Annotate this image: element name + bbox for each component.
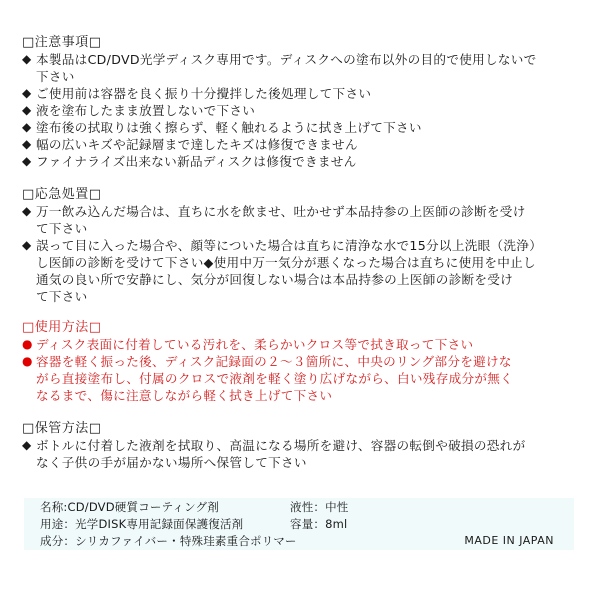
usage-step-text: ディスク表面に付着している汚れを、柔らかいクロス等で拭き取って下さい bbox=[36, 337, 474, 352]
storage-heading: □保管方法□ bbox=[22, 421, 102, 436]
usage-section bbox=[22, 319, 582, 404]
usage-step-text: 容器を軽く振った後、ディスク記録面の２～３箇所に、中央のリング部分を避けな がら直接塗布し、付属のクロスで液剤を軽く塗り広げながら、白い残存成分が無く なるまで、傷に注意しながら軽く拭き上げて下さい bbox=[36, 354, 514, 403]
first-aid-item-text: 万一飲み込んだ場合は、直ちに水を飲ませ、吐かせず本品持参の上医師の診断を受け て下さい bbox=[36, 204, 526, 236]
usage-step bbox=[22, 353, 582, 404]
caution-item bbox=[22, 102, 582, 119]
storage-item-text: ボトルに付着した液剤を拭取り、高温になる場所を避け、容器の転倒や破損の恐れが なく子供の手が届かない場所へ保管して下さい bbox=[36, 438, 526, 470]
caution-item bbox=[22, 153, 582, 170]
instruction-document bbox=[22, 34, 582, 471]
caution-item-text: 液を塗布したまま放置しないで下さい bbox=[36, 103, 256, 118]
caution-item-text: ご使用前は容器を良く振り十分攪拌した後処理して下さい bbox=[36, 86, 372, 101]
caution-item bbox=[22, 51, 582, 85]
liquidity-value: 液性：中性 bbox=[290, 500, 349, 514]
diamond-bullet-icon: ◆ bbox=[22, 137, 32, 151]
caution-item-text: 本製品はCD/DVD光学ディスク専用です。ディスクへの塗布以外の目的で使用しないで 下さい bbox=[36, 52, 537, 84]
product-ingredients: 成分：シリカファイバー・特殊珪素重合ポリマー bbox=[40, 534, 297, 548]
diamond-bullet-icon: ◆ bbox=[22, 238, 32, 252]
first-aid-item bbox=[22, 237, 582, 305]
product-name: 名称:CD/DVD硬質コーティング剤 bbox=[40, 500, 219, 514]
product-use: 用途：光学DISK専用記録面保護復活剤 bbox=[40, 517, 244, 531]
diamond-bullet-icon: ◆ bbox=[22, 204, 32, 218]
caution-heading: □注意事項□ bbox=[22, 35, 102, 50]
info-row bbox=[40, 533, 297, 549]
info-row bbox=[40, 499, 349, 515]
caution-item-text: 塗布後の拭取りは強く擦らず、軽く触れるように拭き上げて下さい bbox=[36, 120, 422, 135]
usage-heading: □使用方法□ bbox=[22, 320, 102, 335]
red-dot-bullet-icon: ● bbox=[22, 354, 33, 368]
caution-item-text: ファイナライズ出来ない新品ディスクは修復できません bbox=[36, 154, 357, 169]
first-aid-heading: □応急処置□ bbox=[22, 187, 102, 202]
first-aid-item-text: 誤って目に入った場合や、顔等についた場合は直ちに清浄な水で15分以上洗眼（洗浄） し医師の診断を受けて下さい◆使用中万一気分が悪くなった場合は直ちに使用を中止し 通気の良い所で安静にし、気分が回復しない場合は本品持参の上医師の診断を受け て下さい bbox=[36, 238, 543, 304]
usage-step bbox=[22, 336, 582, 353]
diamond-bullet-icon: ◆ bbox=[22, 154, 32, 168]
storage-item bbox=[22, 437, 582, 471]
red-dot-bullet-icon: ● bbox=[22, 337, 33, 351]
product-info-panel bbox=[24, 498, 574, 550]
diamond-bullet-icon: ◆ bbox=[22, 86, 32, 100]
first-aid-section bbox=[22, 186, 582, 305]
caution-item-text: 幅の広いキズや記録層まで達したキズは修復できません bbox=[36, 137, 358, 152]
caution-section bbox=[22, 34, 582, 170]
diamond-bullet-icon: ◆ bbox=[22, 52, 32, 66]
diamond-bullet-icon: ◆ bbox=[22, 120, 32, 134]
capacity-value: 容量：8ml bbox=[290, 517, 348, 531]
storage-section bbox=[22, 420, 582, 471]
diamond-bullet-icon: ◆ bbox=[22, 438, 32, 452]
diamond-bullet-icon: ◆ bbox=[22, 103, 32, 117]
origin-label: MADE IN JAPAN bbox=[464, 534, 554, 547]
info-row bbox=[40, 516, 348, 532]
caution-item bbox=[22, 85, 582, 102]
caution-item bbox=[22, 136, 582, 153]
first-aid-item bbox=[22, 203, 582, 237]
caution-item bbox=[22, 119, 582, 136]
